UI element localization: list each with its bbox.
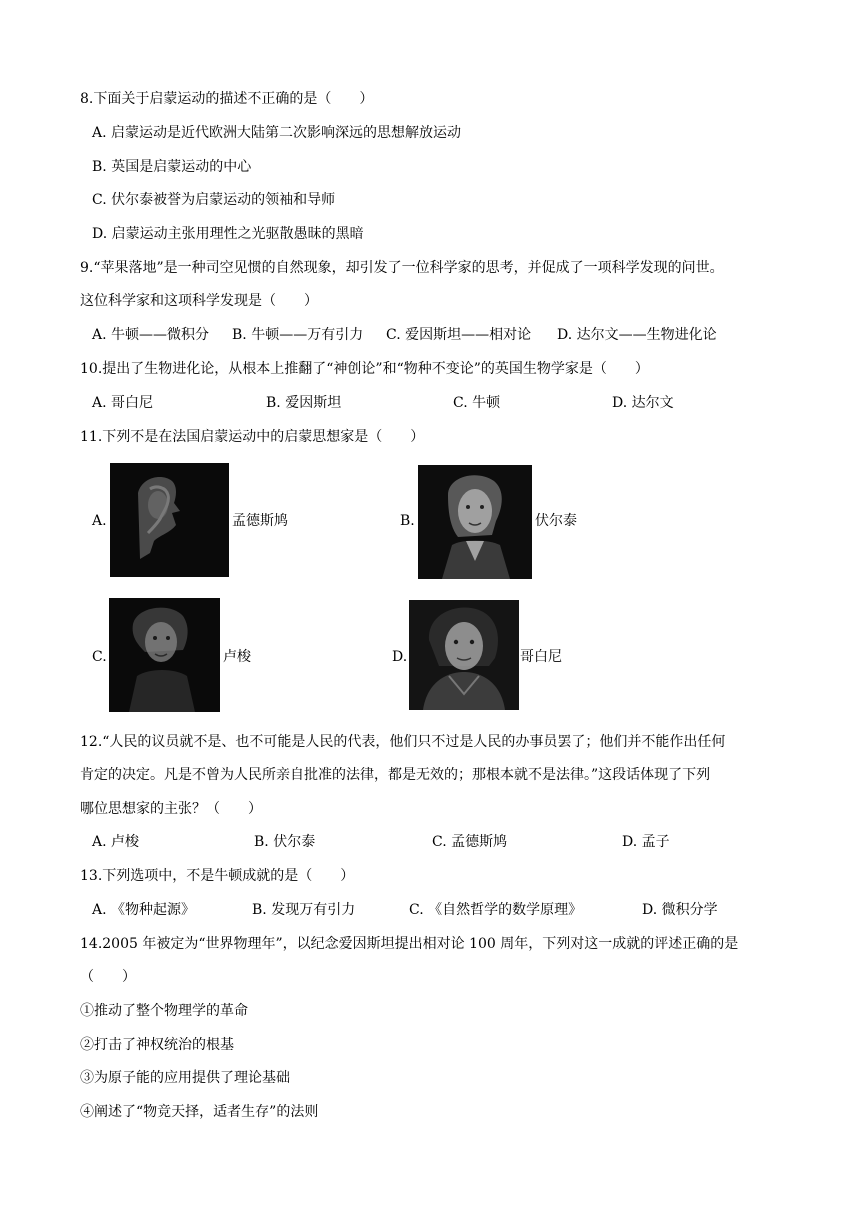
question-8-option-a[interactable]: A. 启蒙运动是近代欧洲大陆第二次影响深远的思想解放运动	[92, 125, 462, 141]
question-12-stem-line2: 肯定的决定。凡是不曾为人民所亲自批准的法律，都是无效的；那根本就不是法律。”这段话体现了下列	[80, 767, 711, 783]
question-8-option-b[interactable]: B. 英国是启蒙运动的中心	[92, 159, 252, 175]
question-13-option-b[interactable]: B. 发现万有引力	[252, 902, 356, 918]
question-13-stem: 13.下列选项中，不是牛顿成就的是（ ）	[80, 868, 355, 884]
question-11-option-d-letter[interactable]: D.	[392, 649, 408, 665]
question-11-option-c-letter[interactable]: C.	[92, 649, 107, 665]
question-9-stem-line2: 这位科学家和这项科学发现是（ ）	[80, 293, 318, 309]
question-10-option-a[interactable]: A. 哥白尼	[92, 395, 154, 411]
question-12-stem-line1: 12.“人民的议员就不是、也不可能是人民的代表，他们只不过是人民的办事员罢了；他们并不能作出任何	[80, 734, 726, 750]
question-14-stem-line1: 14.2005 年被定为“世界物理年”，以纪念爱因斯坦提出相对论 100 周年，下列对这一成就的评述正确的是	[80, 936, 739, 952]
question-12-option-c[interactable]: C. 孟德斯鸠	[432, 834, 508, 850]
question-14-statement-3: ③为原子能的应用提供了理论基础	[80, 1070, 290, 1086]
question-13-option-c[interactable]: C. 《自然哲学的数学原理》	[409, 902, 583, 918]
question-14-stem-line2: （ ）	[80, 969, 136, 985]
question-9-option-a[interactable]: A. 牛顿——微积分	[92, 327, 210, 343]
question-11-option-b-name: 伏尔泰	[535, 513, 577, 529]
montesquieu-portrait[interactable]	[110, 463, 229, 577]
question-10-stem: 10.提出了生物进化论，从根本上推翻了“神创论”和“物种不变论”的英国生物学家是（ ）	[80, 361, 649, 377]
question-8-option-d[interactable]: D. 启蒙运动主张用理性之光驱散愚昧的黑暗	[92, 226, 364, 242]
question-13-option-a[interactable]: A. 《物种起源》	[92, 902, 196, 918]
question-10-option-c[interactable]: C. 牛顿	[453, 395, 501, 411]
question-11-option-c-name: 卢梭	[223, 649, 251, 665]
question-10-option-d[interactable]: D. 达尔文	[612, 395, 674, 411]
question-14-statement-2: ②打击了神权统治的根基	[80, 1037, 234, 1053]
question-12-option-d[interactable]: D. 孟子	[622, 834, 670, 850]
question-12-option-b[interactable]: B. 伏尔泰	[254, 834, 316, 850]
question-11-option-a-letter[interactable]: A.	[92, 513, 107, 529]
question-11-stem: 11.下列不是在法国启蒙运动中的启蒙思想家是（ ）	[80, 429, 425, 445]
question-14-statement-4: ④阐述了“物竞天择，适者生存”的法则	[80, 1104, 319, 1120]
question-9-option-d[interactable]: D. 达尔文——生物进化论	[557, 327, 717, 343]
voltaire-portrait[interactable]	[418, 465, 532, 579]
question-10-option-b[interactable]: B. 爱因斯坦	[266, 395, 342, 411]
question-12-option-a[interactable]: A. 卢梭	[92, 834, 140, 850]
rousseau-portrait[interactable]	[109, 598, 220, 712]
question-9-option-c[interactable]: C. 爱因斯坦——相对论	[386, 327, 532, 343]
copernicus-portrait[interactable]	[409, 600, 519, 710]
question-8-stem: 8.下面关于启蒙运动的描述不正确的是（ ）	[80, 91, 374, 107]
question-11-option-b-letter[interactable]: B.	[400, 513, 415, 529]
question-11-option-d-name: 哥白尼	[520, 649, 562, 665]
question-8-option-c[interactable]: C. 伏尔泰被誉为启蒙运动的领袖和导师	[92, 192, 336, 208]
question-14-statement-1: ①推动了整个物理学的革命	[80, 1003, 248, 1019]
question-9-option-b[interactable]: B. 牛顿——万有引力	[232, 327, 364, 343]
question-11-option-a-name: 孟德斯鸠	[232, 513, 288, 529]
question-12-stem-line3: 哪位思想家的主张？（ ）	[80, 801, 262, 817]
question-13-option-d[interactable]: D. 微积分学	[642, 902, 718, 918]
question-9-stem-line1: 9.“苹果落地”是一种司空见惯的自然现象，却引发了一位科学家的思考，并促成了一项科学发现的问世。	[80, 260, 724, 276]
